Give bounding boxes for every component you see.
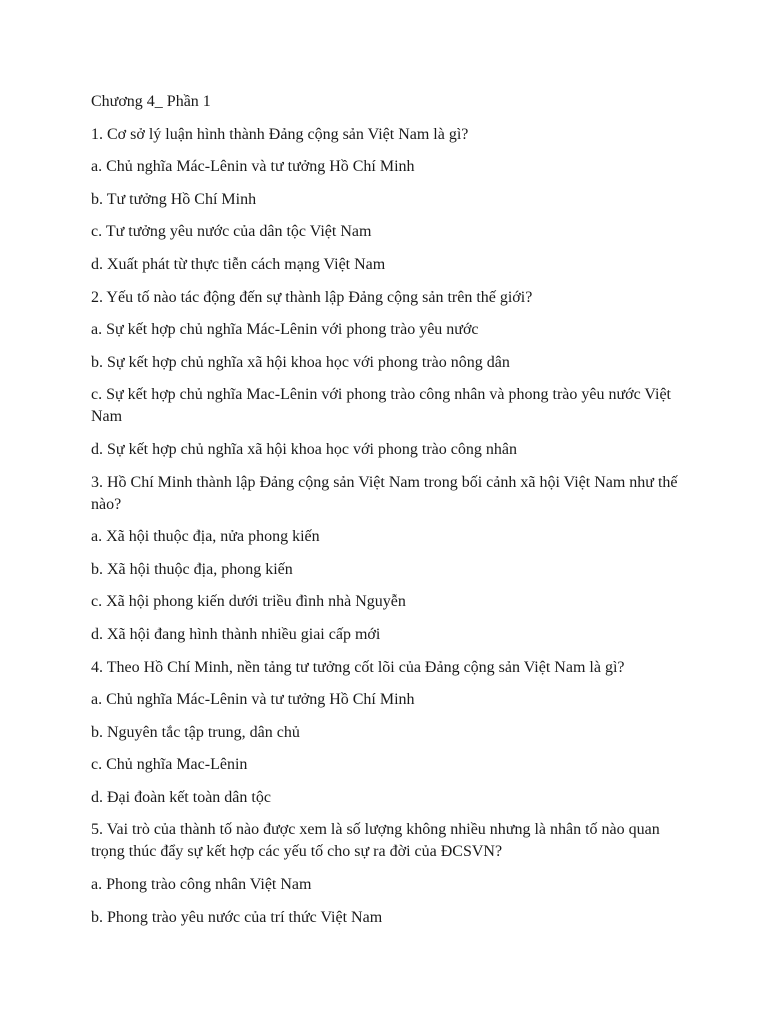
answer-option-b: b. Nguyên tắc tập trung, dân chủ <box>91 723 300 741</box>
question-text: 5. Vai trò của thành tố nào được xem là số lượng không nhiều nhưng là nhân tố nào quan trọng thúc đẩy sự kết hợp các yếu tố cho sự ra đời của ĐCSVN? <box>91 821 660 861</box>
question-block-3 <box>91 472 681 646</box>
question-text: 4. Theo Hồ Chí Minh, nền tảng tư tưởng cốt lõi của Đảng cộng sản Việt Nam là gì? <box>91 658 625 676</box>
question-text: 1. Cơ sở lý luận hình thành Đảng cộng sản Việt Nam là gì? <box>91 125 469 143</box>
document-page <box>91 91 681 939</box>
answer-option-a: a. Chủ nghĩa Mác-Lênin và tư tưởng Hồ Chí Minh <box>91 158 415 176</box>
question-block-2 <box>91 287 681 461</box>
document-title: Chương 4_ Phần 1 <box>91 93 211 110</box>
answer-option-c: c. Sự kết hợp chủ nghĩa Mac-Lênin với phong trào công nhân và phong trào yêu nước Việt Nam <box>91 386 671 426</box>
answer-option-a: a. Xã hội thuộc địa, nửa phong kiến <box>91 528 320 546</box>
answer-option-d: d. Sự kết hợp chủ nghĩa xã hội khoa học với phong trào công nhân <box>91 440 517 458</box>
answer-option-c: c. Tư tưởng yêu nước của dân tộc Việt Nam <box>91 223 372 241</box>
answer-option-c: c. Chủ nghĩa Mac-Lênin <box>91 756 248 774</box>
question-text: 2. Yếu tố nào tác động đến sự thành lập Đảng cộng sản trên thế giới? <box>91 288 533 306</box>
question-block-1 <box>91 124 681 276</box>
answer-option-d: d. Xuất phát từ thực tiễn cách mạng Việt Nam <box>91 255 386 273</box>
answer-option-d: d. Xã hội đang hình thành nhiều giai cấp mới <box>91 625 381 643</box>
answer-option-b: b. Xã hội thuộc địa, phong kiến <box>91 560 293 578</box>
answer-option-a: a. Phong trào công nhân Việt Nam <box>91 876 312 894</box>
answer-option-a: a. Sự kết hợp chủ nghĩa Mác-Lênin với phong trào yêu nước <box>91 321 479 339</box>
answer-option-b: b. Tư tưởng Hồ Chí Minh <box>91 190 257 208</box>
question-block-4 <box>91 657 681 809</box>
answer-option-c: c. Xã hội phong kiến dưới triều đình nhà Nguyễn <box>91 593 406 611</box>
question-text: 3. Hồ Chí Minh thành lập Đảng cộng sản Việt Nam trong bối cảnh xã hội Việt Nam như thế nào? <box>91 473 678 513</box>
answer-option-b: b. Phong trào yêu nước của trí thức Việt Nam <box>91 908 383 926</box>
question-block-5 <box>91 819 681 928</box>
answer-option-b: b. Sự kết hợp chủ nghĩa xã hội khoa học với phong trào nông dân <box>91 353 510 371</box>
answer-option-a: a. Chủ nghĩa Mác-Lênin và tư tưởng Hồ Chí Minh <box>91 691 415 709</box>
answer-option-d: d. Đại đoàn kết toàn dân tộc <box>91 788 271 806</box>
